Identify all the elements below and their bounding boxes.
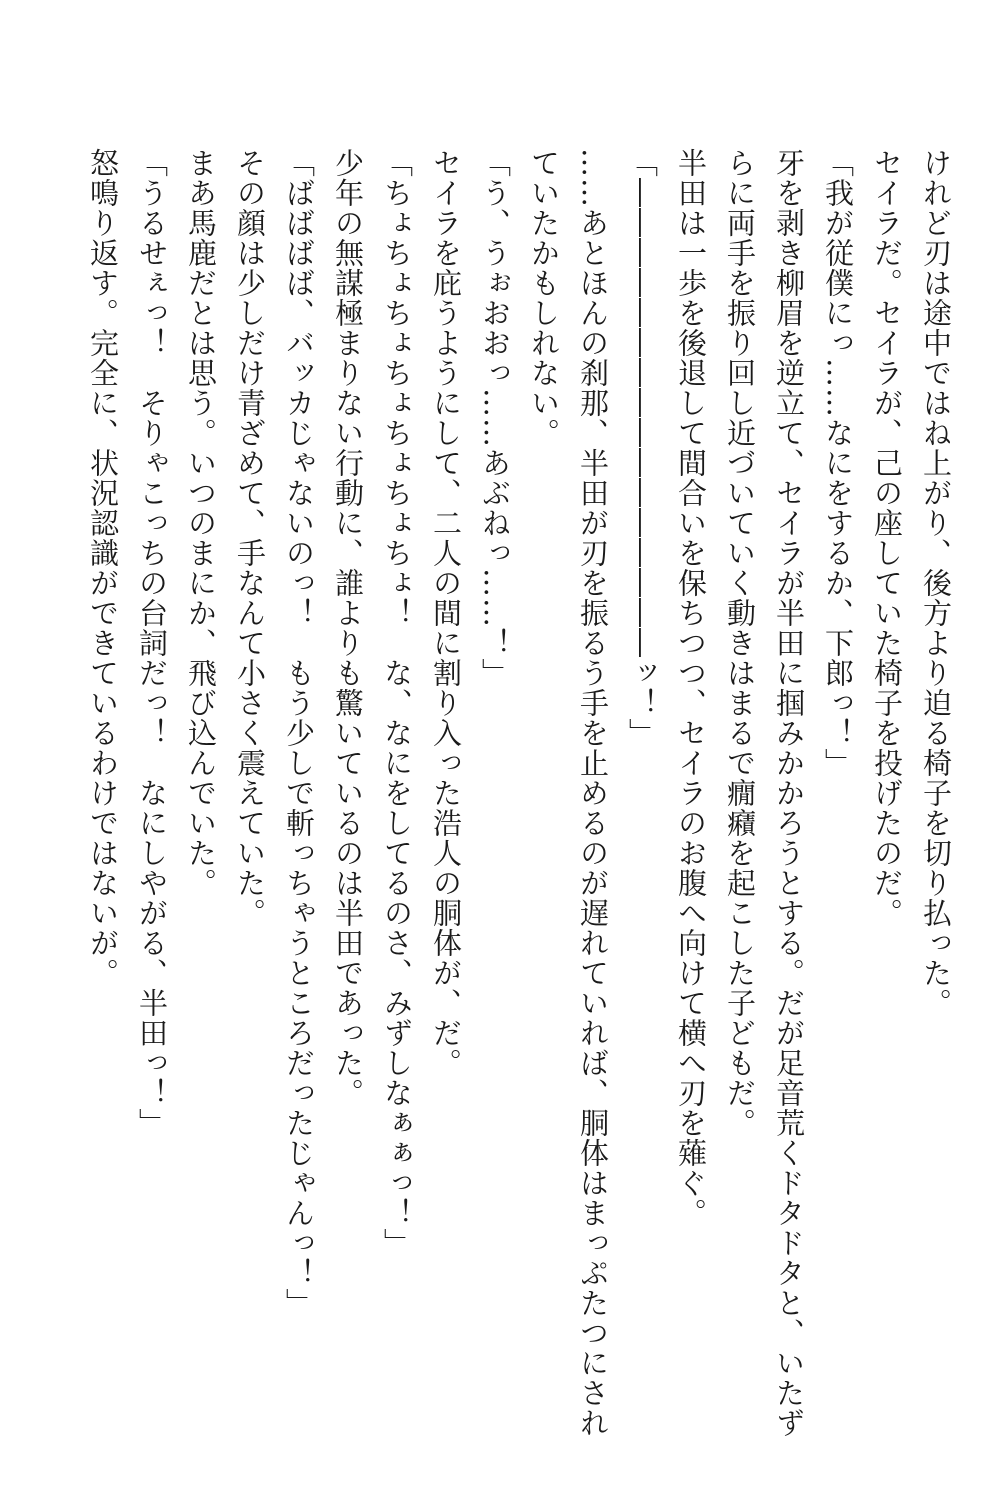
vertical-text-body xyxy=(60,148,960,1438)
text-line: ていたかもしれない。 xyxy=(527,148,561,448)
text-line: セイラを庇うようにして、二人の間に割り入った浩人の胴体が、だ。 xyxy=(429,148,463,1078)
text-line: セイラだ。セイラが、己の座していた椅子を投げたのだ。 xyxy=(870,148,904,928)
text-line: けれど刃は途中ではね上がり、後方より迫る椅子を切り払った。 xyxy=(919,148,953,1018)
text-line: 怒鳴り返す。完全に、状況認識ができているわけではないが。 xyxy=(86,148,120,988)
text-line: らに両手を振り回し近づいていく動きはまるで癇癪を起こした子どもだ。 xyxy=(723,148,757,1138)
text-line: 「我が従僕にっ……なにをするか、下郎っ！」 xyxy=(821,148,855,778)
text-line: 「ちょちょちょちょちょちょちょ！ な、なにをしてるのさ、みずしなぁぁっ！」 xyxy=(380,148,414,1258)
text-line: 半田は一歩を後退して間合いを保ちつつ、セイラのお腹へ向けて横へ刃を薙ぐ。 xyxy=(674,148,708,1228)
text-line: 「うるせぇっ！ そりゃこっちの台詞だっ！ なにしやがる、半田っ！」 xyxy=(135,148,169,1138)
text-line: 「ばばばば、バッカじゃないのっ！ もう少しで斬っちゃうところだったじゃんっ！」 xyxy=(282,148,316,1318)
text-line: まあ馬鹿だとは思う。いつのまにか、飛び込んでいた。 xyxy=(184,148,218,898)
text-line: 少年の無謀極まりない行動に、誰よりも驚いているのは半田であった。 xyxy=(331,148,365,1108)
text-line: 牙を剥き柳眉を逆立て、セイラが半田に掴みかかろうとする。だが足音荒くドタドタと、いたず xyxy=(772,148,806,1438)
text-line: ……あとほんの刹那、半田が刃を振るう手を止めるのが遅れていれば、胴体はまっぷたつにされ xyxy=(576,148,610,1438)
text-line: 「――――――――――――――――ッ！」 xyxy=(625,148,659,748)
text-line: 「う、うぉおおっ……あぶねっ……！」 xyxy=(478,148,512,688)
text-line: その顔は少しだけ青ざめて、手なんて小さく震えていた。 xyxy=(233,148,267,928)
